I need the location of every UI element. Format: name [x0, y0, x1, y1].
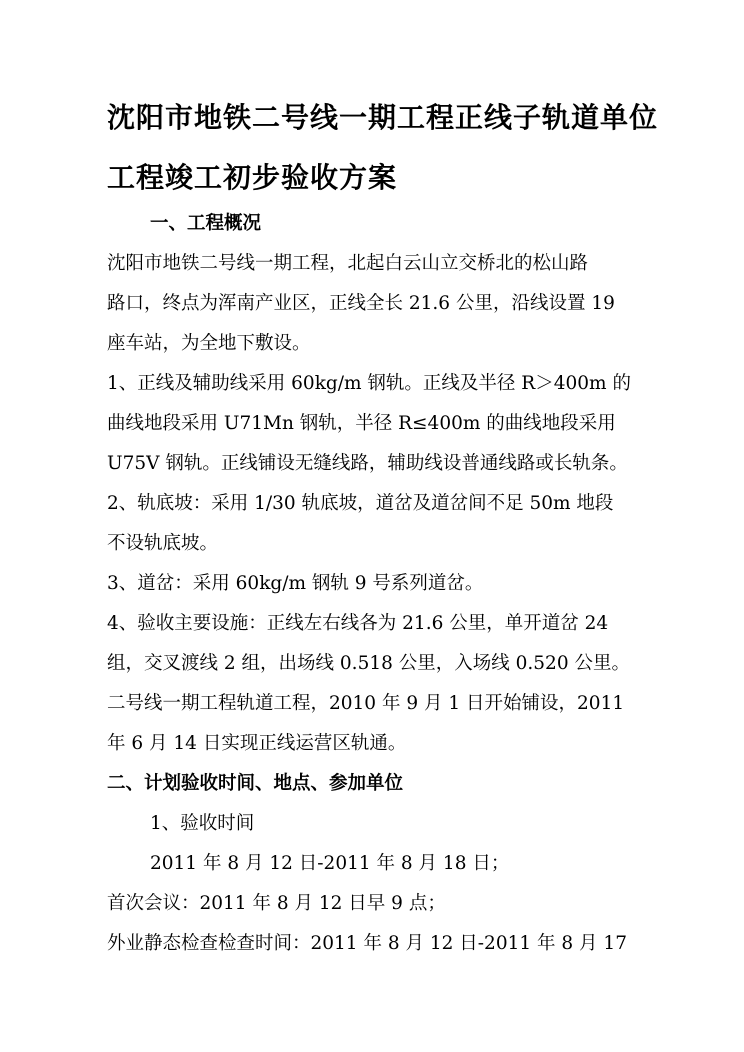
- overview-line-2: 路口，终点为浑南产业区，正线全长 21.6 公里，沿线设置 19: [107, 293, 615, 314]
- item-2-line-1: 2、轨底坡：采用 1/30 轨底坡，道岔及道岔间不足 50m 地段: [107, 493, 614, 514]
- subsection-acceptance-time: 1、验收时间: [150, 813, 255, 834]
- acceptance-period: 2011 年 8 月 12 日-2011 年 8 月 18 日；: [150, 853, 510, 874]
- item-3-line: 3、道岔：采用 60kg/m 钢轨 9 号系列道岔。: [107, 573, 484, 594]
- item-1-line-1: 1、正线及辅助线采用 60kg/m 钢轨。正线及半径 R＞400m 的: [107, 373, 631, 394]
- item-4-line-2: 组，交叉渡线 2 组，出场线 0.518 公里，入场线 0.520 公里。: [107, 653, 630, 674]
- first-meeting-time: 首次会议：2011 年 8 月 12 日早 9 点；: [107, 893, 446, 914]
- section-2-heading: 二、计划验收时间、地点、参加单位: [107, 773, 404, 794]
- document-title-line-2: 工程竣工初步验收方案: [107, 161, 398, 194]
- item-1-line-3: U75V 钢轨。正线铺设无缝线路，辅助线设普通线路或长轨条。: [107, 453, 628, 474]
- document-title-line-1: 沈阳市地铁二号线一期工程正线子轨道单位: [107, 101, 659, 134]
- item-4-line-1: 4、验收主要设施：正线左右线各为 21.6 公里，单开道岔 24: [107, 613, 609, 634]
- overview-line-1: 沈阳市地铁二号线一期工程，北起白云山立交桥北的松山路: [107, 253, 589, 274]
- item-2-line-2: 不设轨底坡。: [107, 533, 219, 554]
- field-inspection-time: 外业静态检查检查时间：2011 年 8 月 12 日-2011 年 8 月 17: [107, 933, 627, 954]
- progress-line-1: 二号线一期工程轨道工程，2010 年 9 月 1 日开始铺设，2011: [107, 693, 625, 714]
- progress-line-2: 年 6 月 14 日实现正线运营区轨通。: [107, 733, 407, 754]
- overview-line-3: 座车站，为全地下敷设。: [107, 333, 311, 354]
- item-1-line-2: 曲线地段采用 U71Mn 钢轨，半径 R≤400m 的曲线地段采用: [107, 413, 616, 434]
- section-1-heading: 一、工程概况: [150, 213, 262, 234]
